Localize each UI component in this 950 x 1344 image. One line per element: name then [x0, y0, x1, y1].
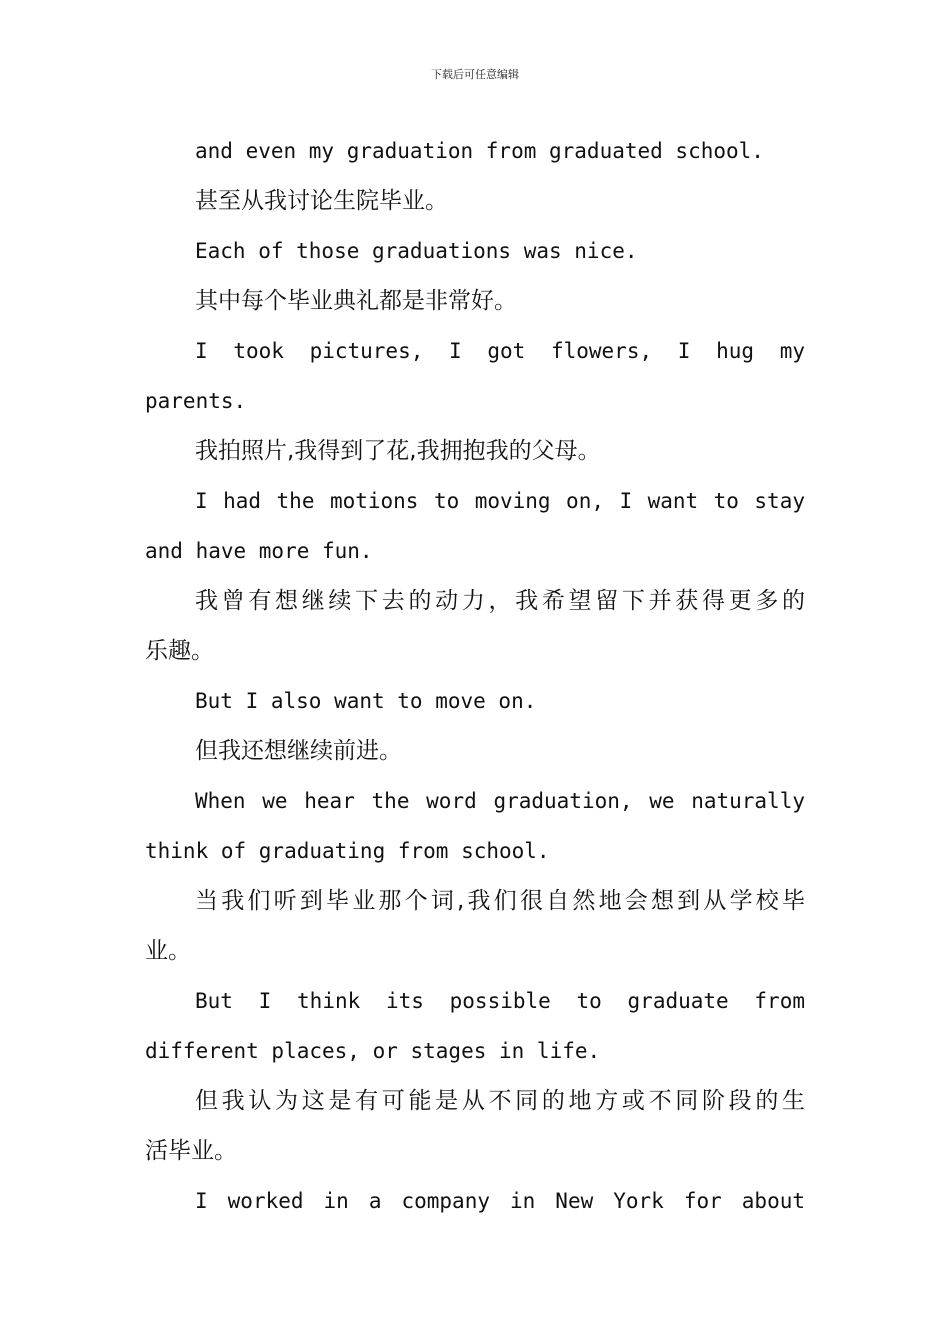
page-header: 下载后可任意编辑	[431, 68, 519, 81]
paragraph-line: 当我们听到毕业那个词,我们很自然地会想到从学校毕	[195, 888, 805, 914]
paragraph-line: 我曾有想继续下去的动力，我希望留下并获得更多的	[195, 588, 805, 614]
paragraph-line: I took pictures, I got flowers, I hug my	[195, 339, 805, 363]
paragraph-line: But I also want to move on.	[195, 689, 537, 713]
paragraph-line: 甚至从我讨论生院毕业。	[195, 188, 448, 214]
paragraph-line: 业。	[145, 938, 191, 964]
paragraph-line: I had the motions to moving on, I want to stay	[195, 489, 805, 513]
paragraph-line: 乐趣。	[145, 638, 214, 664]
paragraph-line: and have more fun.	[145, 539, 373, 563]
paragraph-line: 我拍照片,我得到了花,我拥抱我的父母。	[195, 438, 601, 464]
paragraph-line: 但我还想继续前进。	[195, 738, 402, 764]
paragraph-line: 其中每个毕业典礼都是非常好。	[195, 288, 517, 314]
paragraph-line: When we hear the word graduation, we naturally	[195, 789, 805, 813]
paragraph-line: 但我认为这是有可能是从不同的地方或不同阶段的生	[195, 1088, 805, 1114]
paragraph-line: and even my graduation from graduated school.	[195, 139, 764, 163]
paragraph-line: But I think its possible to graduate from	[195, 989, 805, 1013]
paragraph-line: parents.	[145, 389, 247, 413]
paragraph-line: 活毕业。	[145, 1138, 237, 1164]
paragraph-line: different places, or stages in life.	[145, 1039, 601, 1063]
paragraph-line: think of graduating from school.	[145, 839, 550, 863]
document-body	[145, 126, 805, 1226]
paragraph-line: I worked in a company in New York for about	[195, 1189, 805, 1213]
paragraph-line: Each of those graduations was nice.	[195, 239, 638, 263]
